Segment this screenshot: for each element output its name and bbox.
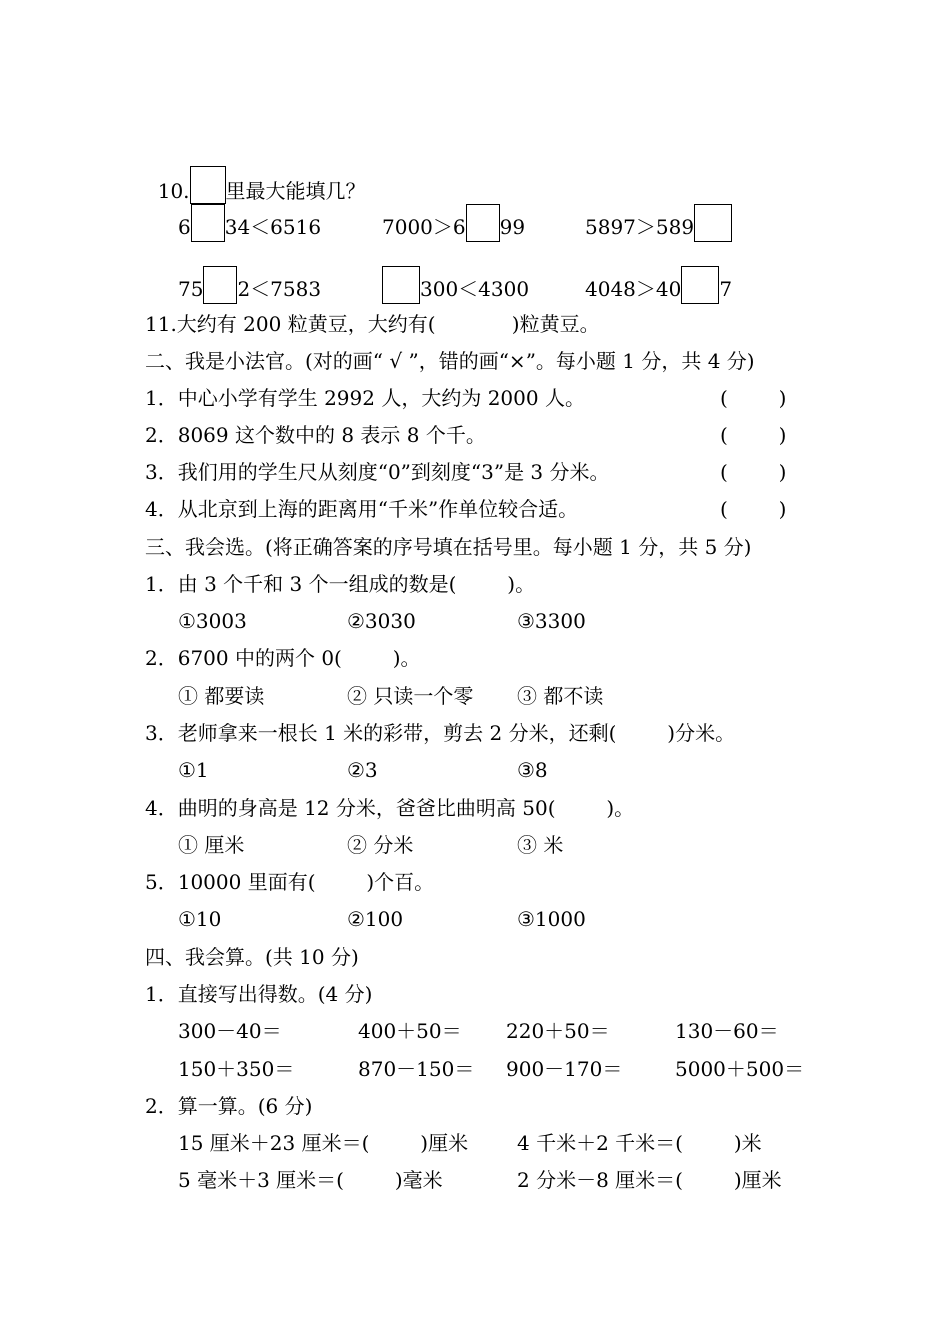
unit-calc-item: 4 千米＋2 千米＝( )米 — [517, 1131, 762, 1155]
judge-answer-paren-1[interactable]: ( ) — [720, 386, 787, 410]
q11-line: 11.大约有 200 粒黄豆，大约有( )粒黄豆。 — [145, 312, 600, 336]
choice-option[interactable]: ①3003 — [178, 609, 247, 633]
q10-answer-box[interactable] — [466, 204, 500, 242]
oral-calc-item: 300－40＝ — [178, 1019, 282, 1043]
q10-item-4-post: 2＜7583 — [237, 277, 322, 301]
q10-item-1-pre: 6 — [178, 215, 191, 239]
choice-option[interactable]: ②3 — [347, 758, 378, 782]
choice-option[interactable]: ①1 — [178, 758, 209, 782]
section4-title: 四、我会算。(共 10 分) — [145, 945, 359, 969]
unit-calc-item: 15 厘米＋23 厘米＝( )厘米 — [178, 1131, 469, 1155]
judge-item-2: 2．8069 这个数中的 8 表示 8 个千。 — [145, 423, 486, 447]
choice-option[interactable]: ②100 — [347, 907, 404, 931]
q10-number: 10. — [157, 179, 190, 203]
oral-calc-item: 130－60＝ — [675, 1019, 779, 1043]
choice-option[interactable]: ②3030 — [347, 609, 416, 633]
q10-item-3-pre: 5897＞589 — [585, 215, 695, 239]
q10-item-6-post: 7 — [719, 277, 733, 301]
choice-option[interactable]: ① 厘米 — [178, 833, 245, 857]
choice-question-3: 3．老师拿来一根长 1 米的彩带，剪去 2 分米，还剩( )分米。 — [145, 721, 736, 745]
calc-part2-title: 2．算一算。(6 分) — [145, 1094, 313, 1118]
calc-part1-title: 1．直接写出得数。(4 分) — [145, 982, 373, 1006]
choice-question-5: 5．10000 里面有( )个百。 — [145, 870, 435, 894]
q10-item-4 — [178, 266, 321, 304]
q10-item-5 — [382, 266, 529, 304]
q10-item-6 — [585, 266, 732, 304]
q10-item-3 — [585, 204, 732, 242]
judge-answer-paren-2[interactable]: ( ) — [720, 423, 787, 447]
q10-prompt: 里最大能填几？ — [225, 179, 366, 203]
q10-item-1 — [178, 204, 321, 242]
choice-option[interactable]: ③1000 — [517, 907, 586, 931]
q10-item-4-pre: 75 — [178, 277, 204, 301]
choice-option[interactable]: ③ 都不读 — [517, 684, 604, 708]
judge-item-3: 3．我们用的学生尺从刻度“0”到刻度“3”是 3 分米。 — [145, 460, 610, 484]
oral-calc-item: 220＋50＝ — [506, 1019, 610, 1043]
oral-calc-item: 870－150＝ — [358, 1057, 475, 1081]
q10-item-5-post: 300＜4300 — [420, 277, 530, 301]
judge-answer-paren-4[interactable]: ( ) — [720, 497, 787, 521]
choice-option[interactable]: ③3300 — [517, 609, 586, 633]
q10-answer-box[interactable] — [382, 266, 420, 304]
choice-question-2: 2．6700 中的两个 0( )。 — [145, 646, 421, 670]
q10-answer-box[interactable] — [203, 266, 237, 304]
choice-option[interactable]: ② 分米 — [347, 833, 414, 857]
judge-answer-paren-3[interactable]: ( ) — [720, 460, 787, 484]
section3-title: 三、我会选。(将正确答案的序号填在括号里。每小题 1 分，共 5 分) — [145, 535, 752, 559]
q10-item-2 — [382, 204, 525, 242]
q10-item-6-pre: 4048＞40 — [585, 277, 682, 301]
q10-answer-box[interactable] — [681, 266, 719, 304]
q10-answer-box[interactable] — [191, 204, 225, 242]
judge-item-4: 4．从北京到上海的距离用“千米”作单位较合适。 — [145, 497, 579, 521]
choice-option[interactable]: ①10 — [178, 907, 222, 931]
q10-line — [145, 142, 366, 204]
unit-calc-item: 2 分米－8 厘米＝( )厘米 — [517, 1168, 782, 1192]
choice-question-1: 1．由 3 个千和 3 个一组成的数是( )。 — [145, 572, 536, 596]
oral-calc-item: 400＋50＝ — [358, 1019, 462, 1043]
choice-option[interactable]: ② 只读一个零 — [347, 684, 474, 708]
q10-answer-box[interactable] — [694, 204, 732, 242]
oral-calc-item: 150＋350＝ — [178, 1057, 295, 1081]
judge-item-1: 1．中心小学有学生 2992 人，大约为 2000 人。 — [145, 386, 585, 410]
q10-item-2-post: 99 — [499, 215, 526, 239]
section2-title: 二、我是小法官。(对的画“ √ ”，错的画“×”。每小题 1 分，共 4 分) — [145, 349, 755, 373]
oral-calc-item: 5000＋500＝ — [675, 1057, 805, 1081]
q10-item-1-post: 34＜6516 — [224, 215, 322, 239]
choice-option[interactable]: ① 都要读 — [178, 684, 265, 708]
q10-sample-box — [190, 166, 226, 204]
unit-calc-item: 5 毫米＋3 厘米＝( )毫米 — [178, 1168, 443, 1192]
q10-item-2-pre: 7000＞6 — [382, 215, 466, 239]
choice-question-4: 4．曲明的身高是 12 分米，爸爸比曲明高 50( )。 — [145, 796, 635, 820]
choice-option[interactable]: ③ 米 — [517, 833, 564, 857]
choice-option[interactable]: ③8 — [517, 758, 548, 782]
oral-calc-item: 900－170＝ — [506, 1057, 623, 1081]
